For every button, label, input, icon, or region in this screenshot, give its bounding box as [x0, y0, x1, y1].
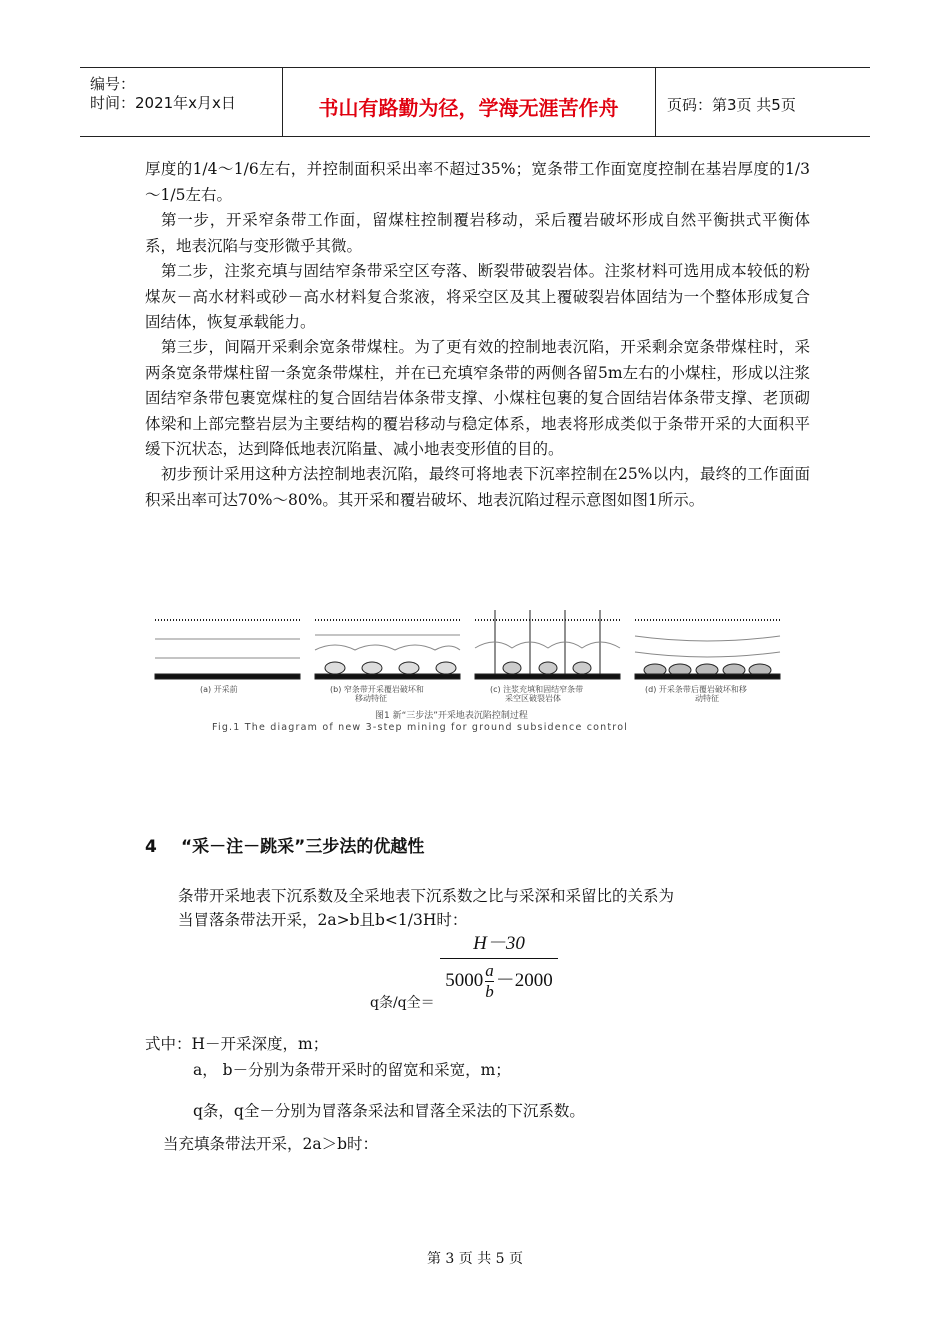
paragraph-estimate: 初步预计采用这种方法控制地表沉陷，最终可将地表下沉率控制在25%以内，最终的工作面面积采出率可达70%～80%。其开采和覆岩破坏、地表沉陷过程示意图如图1所示。 — [145, 465, 810, 509]
header-right-cell — [655, 68, 870, 136]
panel-d — [635, 620, 780, 679]
where-q-line: q条，q全－分别为冒落条采法和冒落全采法的下沉系数。 — [193, 1102, 585, 1120]
page-header — [80, 67, 870, 137]
section-title: “采－注－跳采”三步法的优越性 — [181, 837, 425, 857]
intro-line-2: 当冒落条带法开采，2a>b且b<1/3H时： — [178, 911, 468, 929]
code-label: 编号： — [90, 75, 136, 93]
figure-diagram — [150, 600, 800, 740]
formula-lhs: q条/q全＝ — [370, 995, 435, 1011]
page-footer: 第 3 页 共 5 页 — [426, 1251, 524, 1267]
figure-1 — [150, 600, 800, 740]
label-a: (a) 开采前 — [200, 685, 238, 694]
label-b-line1: (b) 窄条带开采覆岩破坏和 — [330, 685, 424, 694]
fill-case-line: 当充填条带法开采，2a＞b时： — [163, 1135, 379, 1153]
section-number: 4 — [145, 837, 157, 857]
paragraph-step3: 第三步，间隔开采剩余宽条带煤柱。为了更有效的控制地表沉陷，开采剩余宽条带煤柱时，采两条宽条带煤柱留一条宽条带煤柱，并在已充填窄条带的两侧各留5m左右的小煤柱，形成以注浆固结窄条带包裹宽煤柱的复合固结岩体条带支撑、小煤柱包裹的复合固结岩体条带支撑、老顶砌体梁和上部完整岩层为主要结构的覆岩移动与稳定体系，地表将形成类似于条带开采的大面积平缓下沉状态，达到降低地表沉陷量、减小地表变形值的目的。 — [145, 338, 810, 458]
label-c-line2: 采空区破裂岩体 — [505, 694, 561, 703]
formula-bar — [440, 958, 558, 959]
intro-line-1: 条带开采地表下沉系数及全采地表下沉系数之比与采深和采留比的关系为 — [178, 887, 675, 905]
label-d-line2: 动特征 — [695, 694, 719, 703]
header-motto-cell — [282, 68, 656, 136]
where-ab-line: a， b－分别为条带开采时的留宽和采宽，m； — [193, 1061, 511, 1079]
section-heading — [145, 832, 424, 857]
where-line: 式中：H－开采深度，m； — [145, 1035, 329, 1053]
label-c-line1: (c) 注浆充填和固结窄条带 — [490, 685, 584, 694]
motto: 书山有路勤为径，学海无涯苦作舟 — [318, 96, 619, 120]
caption-en: Fig.1 The diagram of new 3-step mining for ground subsidence control — [212, 722, 629, 733]
formula-fraction — [440, 928, 558, 1002]
time-label: 时间：2021年x月x日 — [90, 94, 236, 112]
panel-b — [315, 620, 460, 679]
panel-a — [155, 620, 300, 679]
panel-c — [475, 610, 620, 679]
label-d-line1: (d) 开采条带后覆岩破坏和移 — [645, 685, 747, 694]
formula-numerator: H－30 — [473, 933, 525, 954]
paragraph-step1: 第一步，开采窄条带工作面，留煤柱控制覆岩移动，采后覆岩破坏形成自然平衡拱式平衡体系，地表沉陷与变形微乎其微。 — [145, 211, 810, 255]
formula-denominator: 5000 $\frac{a}{b}$ －2000 — [445, 961, 553, 1001]
paragraph-1: 厚度的1/4～1/6左右，并控制面积采出率不超过35%；宽条带工作面宽度控制在基岩厚度的1/3～1/5左右。 — [145, 160, 810, 204]
label-b-line2: 移动特征 — [355, 694, 387, 703]
caption-cn: 图1 新“三步法”开采地表沉陷控制过程 — [375, 711, 528, 721]
a-over-b: $\frac{a}{b}$ — [485, 961, 494, 1001]
page-code: 页码：第3页 共5页 — [667, 96, 796, 114]
paragraph-step2: 第二步，注浆充填与固结窄条带采空区夸落、断裂带破裂岩体。注浆材料可选用成本较低的粉煤灰－高水材料或砂－高水材料复合浆液，将采空区及其上覆破裂岩体固结为一个整体形成复合固结体，恢复承载能力。 — [145, 262, 810, 331]
header-left-cell — [80, 68, 283, 136]
